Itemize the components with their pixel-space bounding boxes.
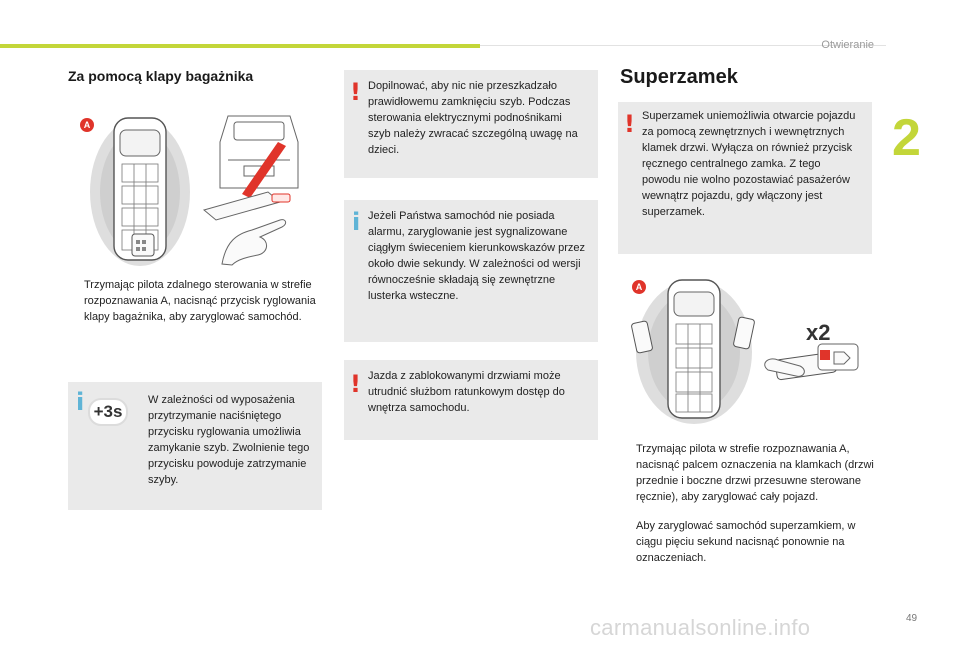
illustration-superlock — [628, 270, 878, 428]
watermark: carmanualsonline.info — [590, 615, 811, 640]
hold-3s-icon: +3s — [88, 398, 128, 426]
page-number: 49 — [906, 613, 918, 624]
warning-box-locked-doors — [344, 360, 598, 440]
zone-a-badge: A — [632, 280, 646, 294]
section-title-tailgate: Za pomocą klapy bagażnika — [68, 68, 254, 84]
tailgate-instruction — [68, 277, 318, 325]
press-twice-label: x2 — [806, 320, 831, 345]
info-box-alarm — [344, 200, 598, 342]
warning-box-windows — [344, 70, 598, 178]
chapter-number: 2 — [892, 109, 921, 167]
warning-icon: ! — [350, 370, 361, 398]
section-title-superlock: Superzamek — [620, 66, 738, 88]
warning-box-text: Superzamek uniemożliwia otwarcie pojazdu za pomocą zewnętrznych i wewnętrznych klamek drzwi. Wyłącza on również przycisk ręcznego centralnego zamka. Z tego powodu nie wolno pozostawiać pasażerów wewnątrz pojazdu, gdy włączony jest superzamek. — [642, 110, 856, 218]
section-label: Otwieranie — [821, 39, 874, 51]
warning-box-text: Jazda z zablokowanymi drzwiami może utrudnić służbom ratunkowym dostęp do wnętrza samochodu. — [368, 370, 565, 414]
warning-box-text: Dopilnować, aby nic nie przeszkadzało prawidłowemu zamknięciu szyb. Podczas sterowania elektrycznymi podnośnikami szyb należy zwracać szczególną uwagę na dzieci. — [368, 80, 578, 156]
info-icon: i — [76, 388, 85, 416]
info-icon: i — [352, 208, 361, 236]
tailgate-instruction-text: Trzymając pilota zdalnego sterowania w strefie rozpoznawania A, nacisnąć przycisk ryglowania klapy bagażnika, aby zaryglować samochód. — [84, 279, 316, 323]
superlock-instruction-1 — [620, 441, 876, 505]
info-box-text: Jeżeli Państwa samochód nie posiada alarmu, zaryglowanie jest sygnalizowane ciągłym świeceniem kierunkowskazów przez około dwie sekundy. W zależności od wersji równocześnie składają się zewnętrzne lusterka wsteczne. — [368, 210, 586, 302]
warning-icon: ! — [624, 110, 635, 138]
warning-box-superlock — [618, 102, 872, 254]
superlock-instruction-2-text: Aby zaryglować samochód superzamkiem, w ciągu pięciu sekund nacisnąć ponownie na oznaczeniach. — [636, 520, 856, 564]
header-accent-bar — [0, 44, 480, 48]
warning-icon: ! — [350, 78, 361, 106]
zone-a-badge: A — [80, 118, 94, 132]
illustration-tailgate — [78, 108, 314, 268]
superlock-instruction-1-text: Trzymając pilota w strefie rozpoznawania A, nacisnąć palcem oznaczenia na klamkach (drzwi przednie i boczne drzwi przesuwne sterowane ręcznie), aby zaryglować cały pojazd. — [636, 443, 874, 503]
info-box-text: W zależności od wyposażenia przytrzymanie naciśniętego przycisku ryglowania umożliwia zamykanie szyb. Zwolnienie tego przycisku powoduje zatrzymanie szyby. — [148, 394, 310, 486]
superlock-instruction-2 — [620, 518, 876, 566]
